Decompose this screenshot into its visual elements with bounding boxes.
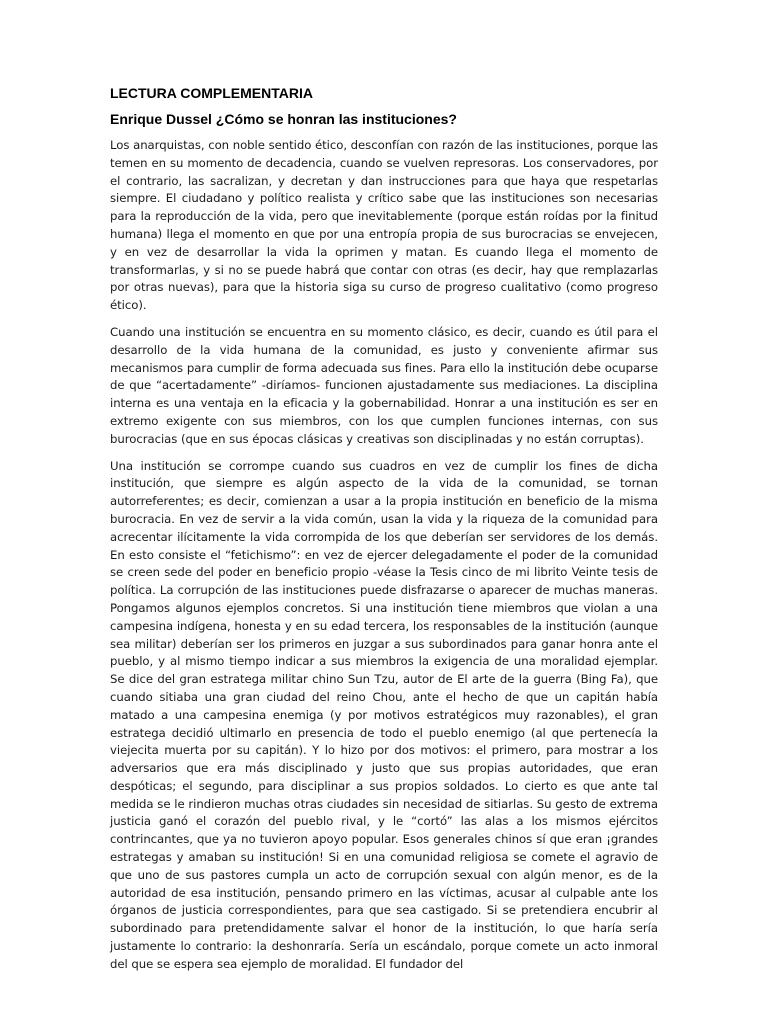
paragraph-2: Cuando una institución se encuentra en su momento clásico, es decir, cuando es útil para el desarrollo de la vida humana de la comunidad, es justo y conveniente afirmar sus mecanismos para cumplir de forma adecuada sus fines. Para ello la institución debe ocuparse de que “acertadamente” -diríamos- funcionen ajustadamente sus mediaciones. La disciplina interna es una ventaja en la eficacia y la gobernabilidad. Honrar a una institución es ser en extremo exigente con sus miembros, con los que cumplen funciones internas, con sus burocracias (que en sus épocas clásicas y creativas son disciplinadas y no están corruptas). (110, 324, 658, 446)
document-subheading: Enrique Dussel ¿Cómo se honran las instituciones? (110, 111, 457, 127)
document-page (110, 84, 658, 983)
paragraph-3: Una institución se corrompe cuando sus cuadros en vez de cumplir los fines de dicha institución, que siempre es algún aspecto de la vida de la comunidad, se tornan autorreferentes; es decir, comienzan a usar a la propia institución en beneficio de la misma burocracia. En vez de servir a la vida común, usan la vida y la riqueza de la comunidad para acrecentar ilícitamente la vida corrompida de los que deberían ser servidores de los demás. En esto consiste el “fetichismo”: en vez de ejercer delegadamente el poder de la comunidad se creen sede del poder en beneficio propio -véase la Tesis cinco de mi librito Veinte tesis de política. La corrupción de las instituciones puede disfrazarse o aparecer de muchas maneras. Pongamos algunos ejemplos concretos. Si una institución tiene miembros que violan a una campesina indígena, honesta y en su edad tercera, los responsables de la institución (aunque sea militar) deberían ser los primeros en juzgar a sus subordinados para ganar honra ante el pueblo, y al mismo tiempo indicar a sus miembros la exigencia de una moralidad ejemplar. Se dice del gran estratega militar chino Sun Tzu, autor de El arte de la guerra (Bing Fa), que cuando sitiaba una gran ciudad del reino Chou, ante el hecho de que un capitán había matado a una campesina enemiga (y por motivos estratégicos muy razonables), el gran estratega decidió ultimarlo en presencia de todo el pueblo enemigo (al que pertenecía la viejecita muerta por su capitán). Y lo hizo por dos motivos: el primero, para mostrar a los adversarios que era más disciplinado y justo que sus propias autoridades, que eran despóticas; el segundo, para disciplinar a sus propios soldados. Lo cierto es que ante tal medida se le rindieron muchas otras ciudades sin necesidad de sitiarlas. Su gesto de extrema justicia ganó el corazón del pueblo rival, y le “cortó” las alas a los mismos ejércitos contrincantes, que ya no tuvieron apoyo popular. Esos generales chinos sí que eran ¡grandes estrategas y amaban su institución! Si en una comunidad religiosa se comete el agravio de que uno de sus pastores cumpla un acto de corrupción sexual con algún menor, es de la autoridad de esa institución, pensando primero en las víctimas, acusar al culpable ante los órganos de justicia correspondientes, para que sea castigado. Si se pretendiera encubrir al subordinado para pretendidamente salvar el honor de la institución, lo que haría sería justamente lo contrario: la deshonraría. Sería un escándalo, porque comete un acto inmoral del que se espera sea ejemplo de moralidad. El fundador del (110, 458, 658, 971)
paragraph-1: Los anarquistas, con noble sentido ético, desconfían con razón de las instituciones, porque las temen en su momento de decadencia, cuando se vuelven represoras. Los conservadores, por el contrario, las sacralizan, y decretan y dan instrucciones para que haya que respetarlas siempre. El ciudadano y político realista y crítico sabe que las instituciones son necesarias para la reproducción de la vida, pero que inevitablemente (porque están roídas por la finitud humana) llega el momento en que por una entropía propia de sus burocracias se envejecen, y en vez de desarrollar la vida la oprimen y matan. Es cuando llega el momento de transformarlas, y si no se puede habrá que contar con otras (es decir, hay que remplazarlas por otras nuevas), para que la historia siga su curso de progreso cualitativo (como progreso ético). (110, 138, 658, 313)
document-heading: LECTURA COMPLEMENTARIA (110, 85, 313, 101)
